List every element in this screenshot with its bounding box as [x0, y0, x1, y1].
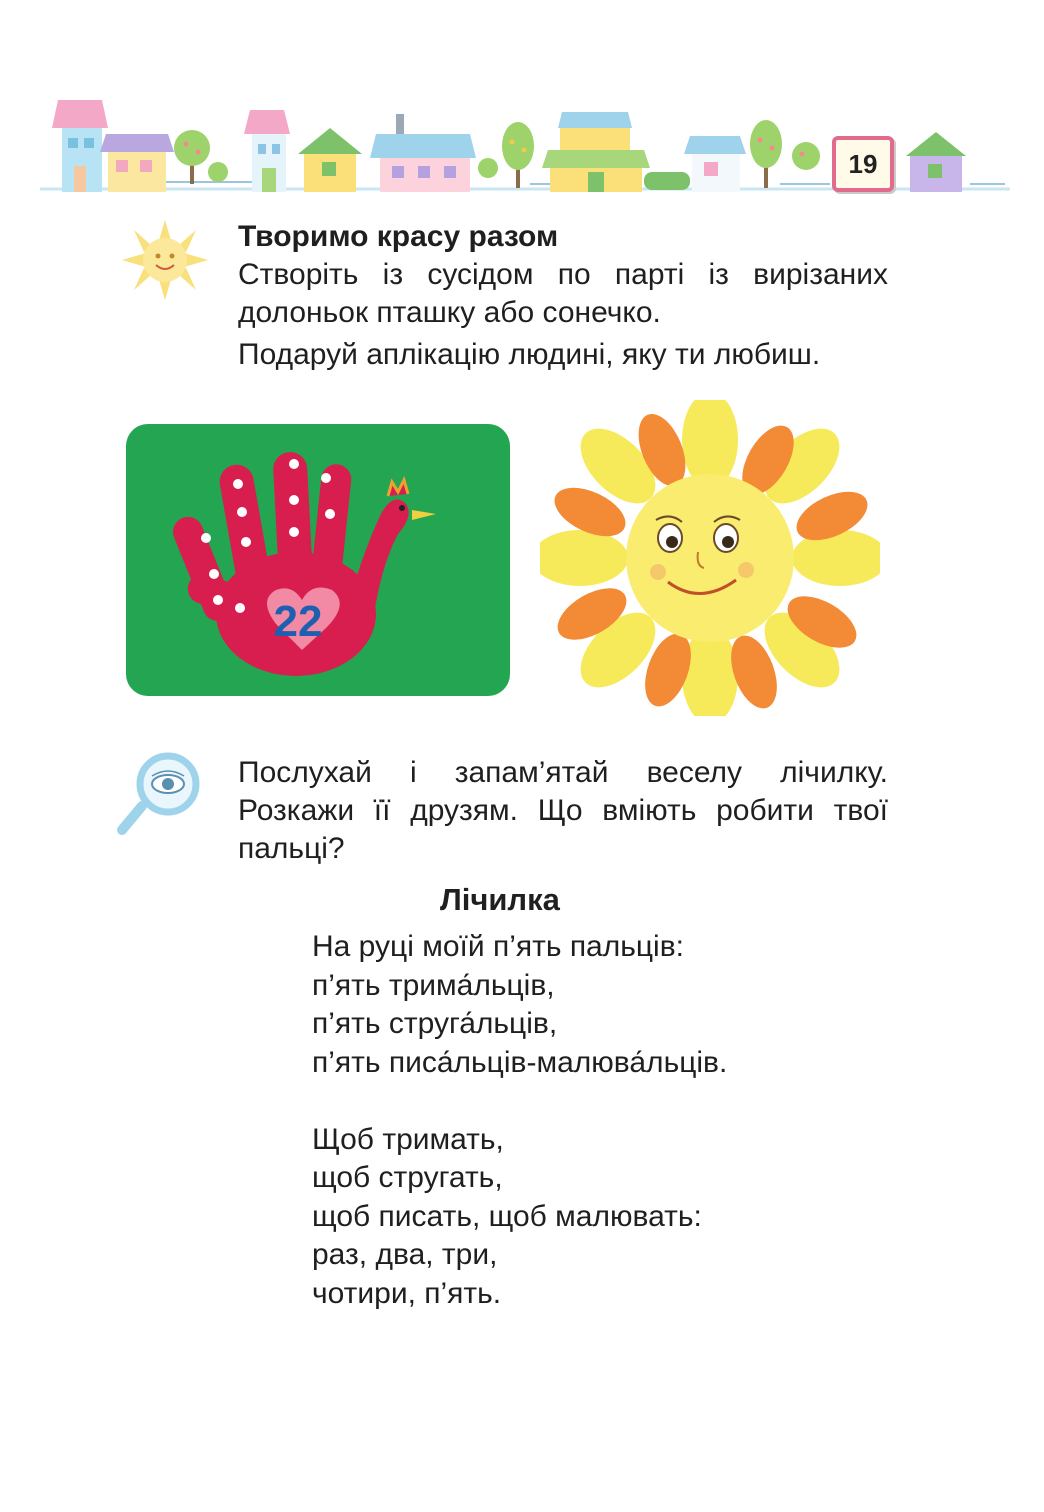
poem-line: п’ять струга́льців, [312, 1007, 558, 1040]
bird-digits: 22 [273, 597, 323, 646]
poem-body [312, 928, 727, 1313]
task-text-line: Подаруй аплікацію людині, яку ти любиш. [238, 338, 821, 371]
task-text-line: пальці? [238, 832, 345, 865]
hand-sun-applique-image [540, 400, 880, 716]
poem-line: Щоб тримать, [312, 1122, 504, 1156]
poem-title: Лічилка [440, 882, 560, 917]
house-illustration [52, 100, 108, 192]
poem-line: чотири, п’ять. [312, 1276, 502, 1310]
task-text-line: Розкажи її друзям. Що вміють робити твої [238, 794, 888, 827]
poem-line: раз, два, три, [312, 1238, 498, 1271]
poem-line: п’ять трима́льців, [312, 968, 555, 1002]
task-text-line: долоньок пташку або сонечко. [238, 296, 661, 329]
section-creative-task [238, 218, 888, 374]
hand-bird-applique-image [126, 424, 510, 696]
poem-stanza-gap [312, 1082, 727, 1121]
section-listen-task [238, 754, 888, 868]
task-text-line: Створіть із сусідом по парті із вирізаних [238, 258, 888, 291]
poem-line: На руці моїй п’ять пальців: [312, 930, 684, 963]
magnifier-eye-icon [112, 752, 204, 838]
section-title: Творимо красу разом [238, 220, 559, 253]
page-number: 19 [832, 136, 894, 192]
sun-icon [122, 220, 208, 300]
poem-line: п’ять писа́льців-малюва́льців. [312, 1045, 728, 1079]
task-text-line: Послухай і запам’ятай веселу лічилку. [238, 756, 888, 789]
poem-line: щоб стругать, [312, 1161, 503, 1194]
poem-line: щоб писать, щоб малювать: [312, 1199, 702, 1233]
